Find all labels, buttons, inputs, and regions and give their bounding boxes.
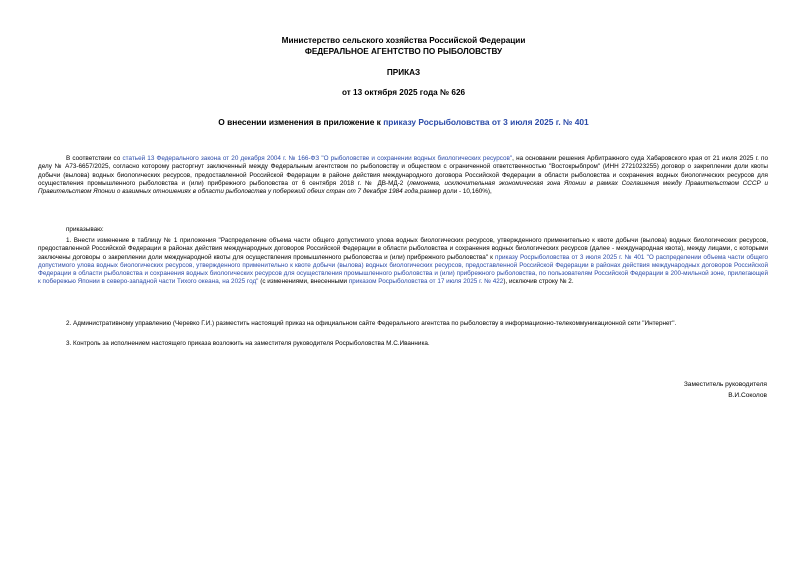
preamble-text-3: ,размер доли - 10,160%), (418, 188, 492, 196)
ministry-heading: Министерство сельского хозяйства Российской Федерации (281, 36, 526, 45)
item-1-text-1: 1. Внести изменение в таблицу № 1 приложения "Распределение объема части общего допустимого улова водных биологических ресурсов, утвержденного применительно к квоте добычи (вылова) водных биологических ресурсов, предоставленной Российской Федерации в районах действия международных договоров Российской Федерации в области рыболовства и сохранения водных биологических ресурсов (далее - международная квота), между лицами, с которыми заключены договоры о закреплении доли международной квоты для осуществления промышленного рыболовства и (или) прибрежного рыболовства" к (38, 237, 768, 261)
link-federal-law-166[interactable]: статьей 13 Федерального закона от 20 декабря 2004 г. № 166-ФЗ "О рыболовстве и сохранении водных биологических ресурсов" (122, 155, 513, 162)
preamble-paragraph (38, 155, 768, 196)
signatory-title: Заместитель руководителя (683, 381, 767, 388)
preamble-text-2: , на основании решения Арбитражного суда Хабаровского края от 21 июля 2025 г. по делу № А73-6657/2025, согласно которому расторгнут заключенный между Федеральным агентством по рыболовству и обществом с ограниченной ответственностью "Востокрыбпром" (ИНН 2721023255) договор о закреплении доли квоты добычи (вылова) водных биологических ресурсов, предоставленной Российской Федерации в районе действия международного договора Российской Федерации в области рыболовства и сохранения водных биологических ресурсов для осуществления промышленного рыболовства и (или) прибрежного рыболовства от 6 сентября 2018 г. № ДВ-МД-2 ( (38, 155, 769, 187)
item-1-text-3: ), исключив строку № 2. (503, 278, 574, 286)
subject-prefix: О внесении изменения в приложение к (218, 117, 384, 127)
item-1-paragraph (38, 237, 768, 287)
decree-word: приказываю: (66, 226, 104, 233)
item-1-text-2: (с изменениями, внесенными (258, 278, 349, 286)
item-3-paragraph: 3. Контроль за исполнением настоящего приказа возложить на заместителя руководителя Росрыболовства М.С.Иванника. (66, 340, 430, 347)
link-order-422[interactable]: приказом Росрыболовства от 17 июля 2025 г. № 422 (348, 278, 504, 286)
document-subject (0, 117, 807, 127)
subject-link-order-401[interactable]: приказу Росрыболовства от 3 июля 2025 г. № 401 (383, 117, 589, 127)
link-order-401-full[interactable]: приказу Росрыболовства от 3 июля 2025 г. № 401 "О распределении объема части общего допустимого улова водных биологических ресурсов, утвержденного применительно к квоте добычи (вылова) водных биологических ресурсов, предоставленной Российской Федерации в районах действия международных договоров Российской Федерации в области рыболовства и сохранения водных биологических ресурсов для осуществления промышленного рыболовства и (или) прибрежного рыболовства, по пользователям Российской Федерации в 200-мильной зоне, прилегающей к побережью Японии в северо-западной части Тихого океана, на 2025 год" (38, 253, 768, 286)
document-date: от 13 октября 2025 года № 626 (341, 88, 466, 97)
agency-heading: ФЕДЕРАЛЬНОЕ АГЕНТСТВО ПО РЫБОЛОВСТВУ (304, 47, 503, 56)
preamble-italic: лемонема, исключительная экономическая зона Японии в рамках Соглашения между Правительством СССР и Правительством Японии о взаимных отношениях в области рыболовства у побережий обеих стран от 7 декабря 1984 года (38, 179, 768, 196)
signatory-name: В.И.Соколов (728, 392, 767, 399)
preamble-text-1: В соответствии со (66, 155, 123, 162)
item-2-paragraph: 2. Административному управлению (Чеpевко Г.И.) разместить настоящий приказ на официальном сайте Федерального агентства по рыболовству в информационно-телекоммуникационной сети "Интернет". (66, 320, 677, 327)
document-type: ПРИКАЗ (386, 68, 421, 77)
